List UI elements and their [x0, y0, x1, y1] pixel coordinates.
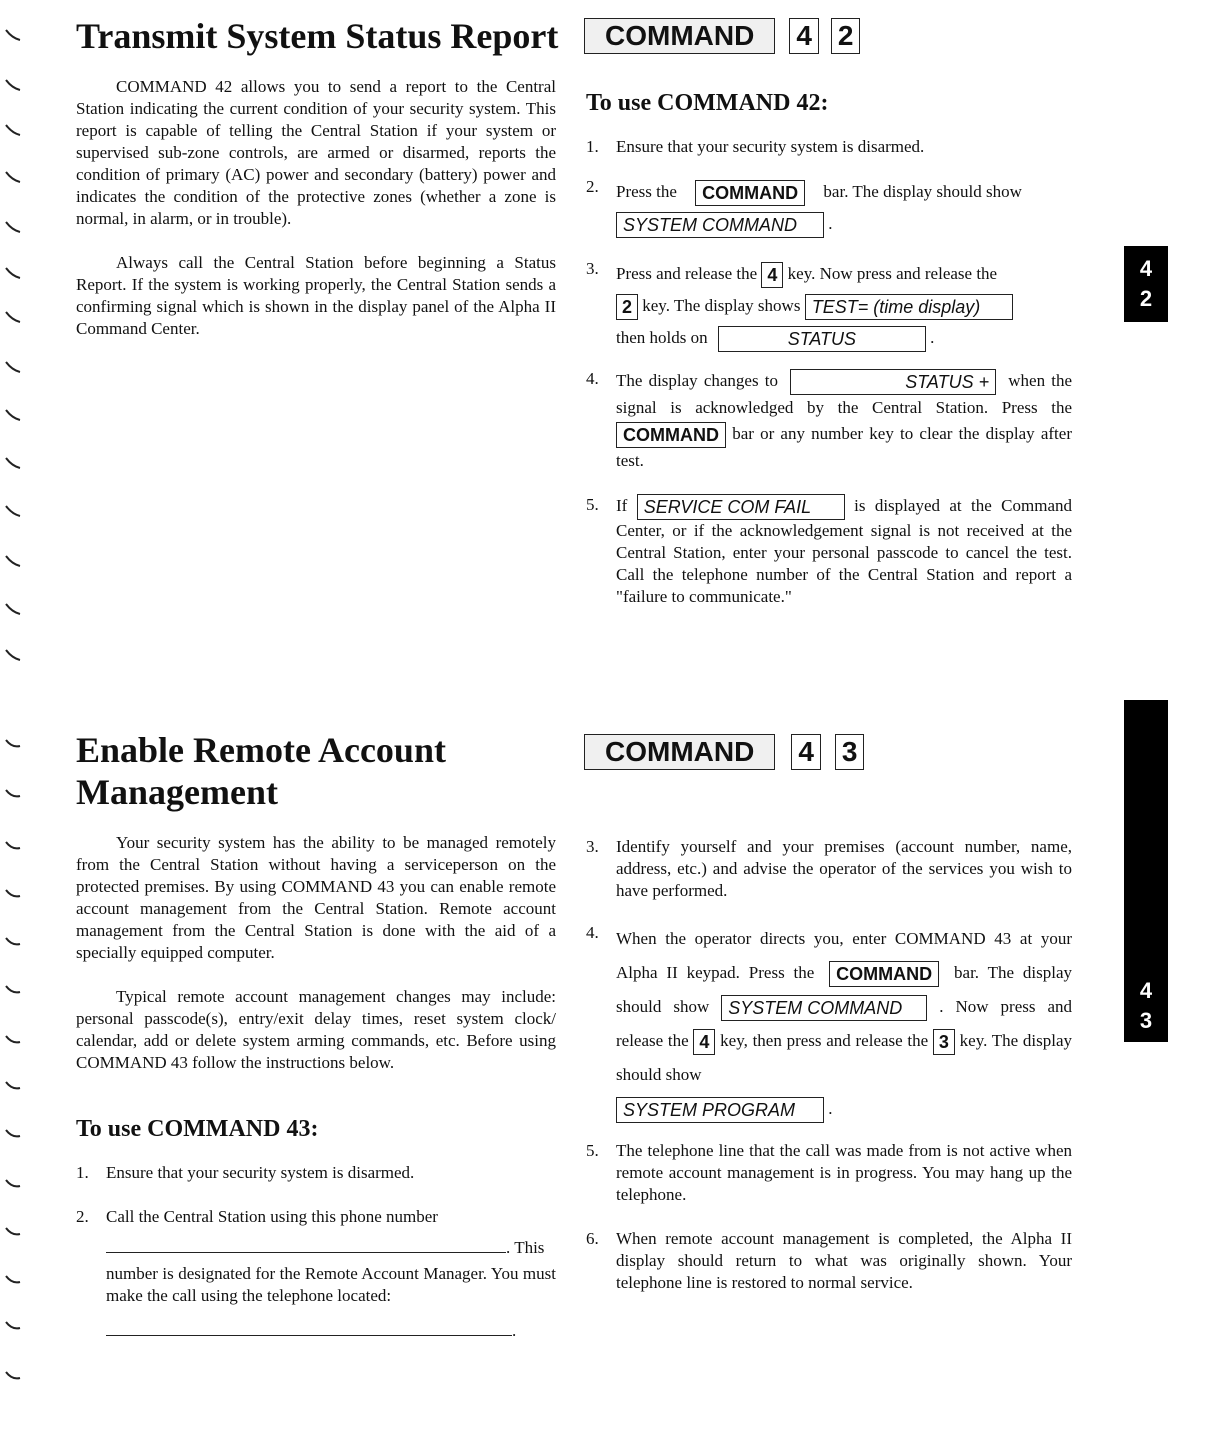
phone-number-blank[interactable] — [106, 1236, 506, 1253]
step-number: 4. — [586, 923, 599, 942]
step-text: key. The display should show — [616, 1031, 1073, 1084]
step-number: 2. — [76, 1207, 89, 1226]
command-key-label: COMMAND — [584, 18, 775, 54]
step-text: The display changes to — [616, 371, 778, 390]
step-number: 3. — [586, 259, 599, 278]
step-text: bar. The display should show — [616, 963, 1072, 1016]
step-text: When remote account management is completed, the Alpha II display should return to what was originally shown. Your telephone line is restored to normal service. — [616, 1229, 1072, 1292]
display-system-program: SYSTEM PROGRAM — [616, 1097, 824, 1123]
step-number: 6. — [586, 1229, 599, 1248]
key-4-label: 4 — [693, 1029, 715, 1055]
tab-digit: 4 — [1139, 978, 1153, 1003]
binding-edge-icon — [0, 0, 30, 1440]
key-3-label: 3 — [835, 734, 865, 770]
display-status-plus: STATUS + — [790, 369, 996, 395]
section2-command-header — [584, 734, 864, 770]
section1-use-heading: To use COMMAND 42: — [586, 90, 829, 116]
section1-intro-p1: COMMAND 42 allows you to send a report to the Central Station indicating the current condition of your security system. This report is capable of telling the Central Station if your system or supervised sub-zone controls, are armed or disarmed, reports the condition of primary (AC) power and secondary (battery) power and indicates the condition of the protective zones (whether a zone is normal, in alarm, or in trouble). — [76, 77, 556, 228]
s2-step-1 — [76, 1162, 556, 1186]
step-text: Ensure that your security system is disarmed. — [616, 137, 925, 156]
step-number: 1. — [586, 137, 599, 156]
step-number: 2. — [586, 177, 599, 196]
section2-intro-p1: Your security system has the ability to be managed remotely from the Central Station without having a serviceperson on the protected premises. By using COMMAND 43 you can enable remote account management from the Central Station. Remote account management from the Central Station is done with the aid of a specially equipped computer. — [76, 833, 556, 962]
key-2-label: 2 — [616, 294, 638, 320]
display-status: STATUS — [718, 326, 926, 352]
step-text: key. Now press and release the — [787, 264, 998, 283]
step-text: . Now press and release the — [616, 997, 1073, 1050]
step-text: . — [828, 1099, 833, 1118]
s1-step-3 — [586, 258, 1072, 354]
step-text: When the operator directs you, enter COMMAND 43 at your Alpha II keypad. Press the — [616, 929, 1072, 982]
telephone-location-blank[interactable] — [106, 1319, 512, 1336]
step-number: 5. — [586, 495, 599, 514]
s2-step-6 — [586, 1228, 1072, 1298]
step-text: Press and release the — [616, 264, 758, 283]
step-text: is displayed at the Command Center, or if the acknowledgement signal is not received at the Central Station, enter your personal passcode to cancel the test. Call the telephone number of the Central Station and report a "failure to communicate." — [616, 495, 1073, 606]
s2-step-2 — [76, 1206, 556, 1346]
display-test-time: TEST= (time display) — [805, 294, 1013, 320]
step-text: Ensure that your security system is disarmed. — [106, 1163, 415, 1182]
step-text: . — [828, 214, 833, 233]
section1-intro-p2: Always call the Central Station before beginning a Status Report. If the system is working properly, the Central Station sends a confirming signal which is shown in the display panel of the Alpha II Command Center. — [76, 253, 556, 338]
section1-command-header — [584, 18, 860, 54]
s1-step-4 — [586, 368, 1072, 478]
key-3-label: 3 — [933, 1029, 955, 1055]
key-2-label: 2 — [831, 18, 861, 54]
step-number: 5. — [586, 1141, 599, 1160]
step-text: bar or any number key to clear the display after test. — [616, 424, 1072, 471]
s1-step-1 — [586, 136, 1072, 160]
tab-digit: 3 — [1139, 1008, 1153, 1033]
section1-title: Transmit System Status Report — [76, 16, 559, 56]
section2-tab — [1124, 700, 1168, 1042]
step-number: 1. — [76, 1163, 89, 1182]
display-service-com-fail: SERVICE COM FAIL — [637, 494, 845, 520]
tab-digit: 2 — [1139, 286, 1153, 311]
step-text: . — [930, 328, 935, 347]
step-text: . This — [506, 1238, 545, 1257]
step-text: Call the Central Station using this phone number — [106, 1207, 438, 1226]
key-4-label: 4 — [789, 18, 819, 54]
step-text: when the signal is acknowledged by the Central Station. Press the — [616, 371, 1073, 418]
s2-step-5 — [586, 1140, 1072, 1210]
step-text: key. The display shows — [642, 296, 801, 315]
tab-digit: 4 — [1139, 256, 1153, 281]
step-text: If — [616, 495, 628, 515]
section1-tab — [1124, 246, 1168, 322]
section2-use-heading: To use COMMAND 43: — [76, 1116, 319, 1142]
command-bar-label: COMMAND — [616, 422, 726, 448]
s1-step-5 — [586, 494, 1072, 614]
display-system-command: SYSTEM COMMAND — [616, 212, 824, 238]
s1-step-2 — [586, 176, 1072, 240]
step-text: . — [512, 1321, 517, 1340]
section2-intro-p2: Typical remote account management changes may include: personal passcode(s), entry/exit delay times, reset system clock/ calendar, add or delete system arming commands, etc. Before using COMMAND 43 follow the instructions below. — [76, 987, 556, 1072]
step-number: 4. — [586, 369, 599, 388]
key-4-label: 4 — [761, 262, 783, 288]
section2-title-line2: Management — [76, 772, 278, 812]
step-text: The telephone line that the call was made from is not active when remote account management is in progress. You may hang up the telephone. — [616, 1141, 1072, 1204]
command-key-label: COMMAND — [584, 734, 775, 770]
section2-title-line1: Enable Remote Account — [76, 730, 446, 770]
s2-step-3 — [586, 836, 1072, 906]
command-bar-label: COMMAND — [695, 180, 805, 206]
step-text: bar. The display should show — [823, 182, 1022, 201]
key-4-label: 4 — [791, 734, 821, 770]
step-number: 3. — [586, 837, 599, 856]
command-bar-label: COMMAND — [829, 961, 939, 987]
s2-step-4 — [586, 922, 1073, 1121]
step-text: Press the — [616, 182, 677, 201]
step-text: number is designated for the Remote Account Manager. You must make the call using the telephone located: — [106, 1264, 556, 1305]
step-text: Identify yourself and your premises (account number, name, address, etc.) and advise the operator of the services you wish to have performed. — [616, 837, 1072, 900]
step-text: then holds on — [616, 328, 708, 347]
step-text: key, then press and release the — [720, 1031, 929, 1050]
display-system-command: SYSTEM COMMAND — [721, 995, 927, 1021]
